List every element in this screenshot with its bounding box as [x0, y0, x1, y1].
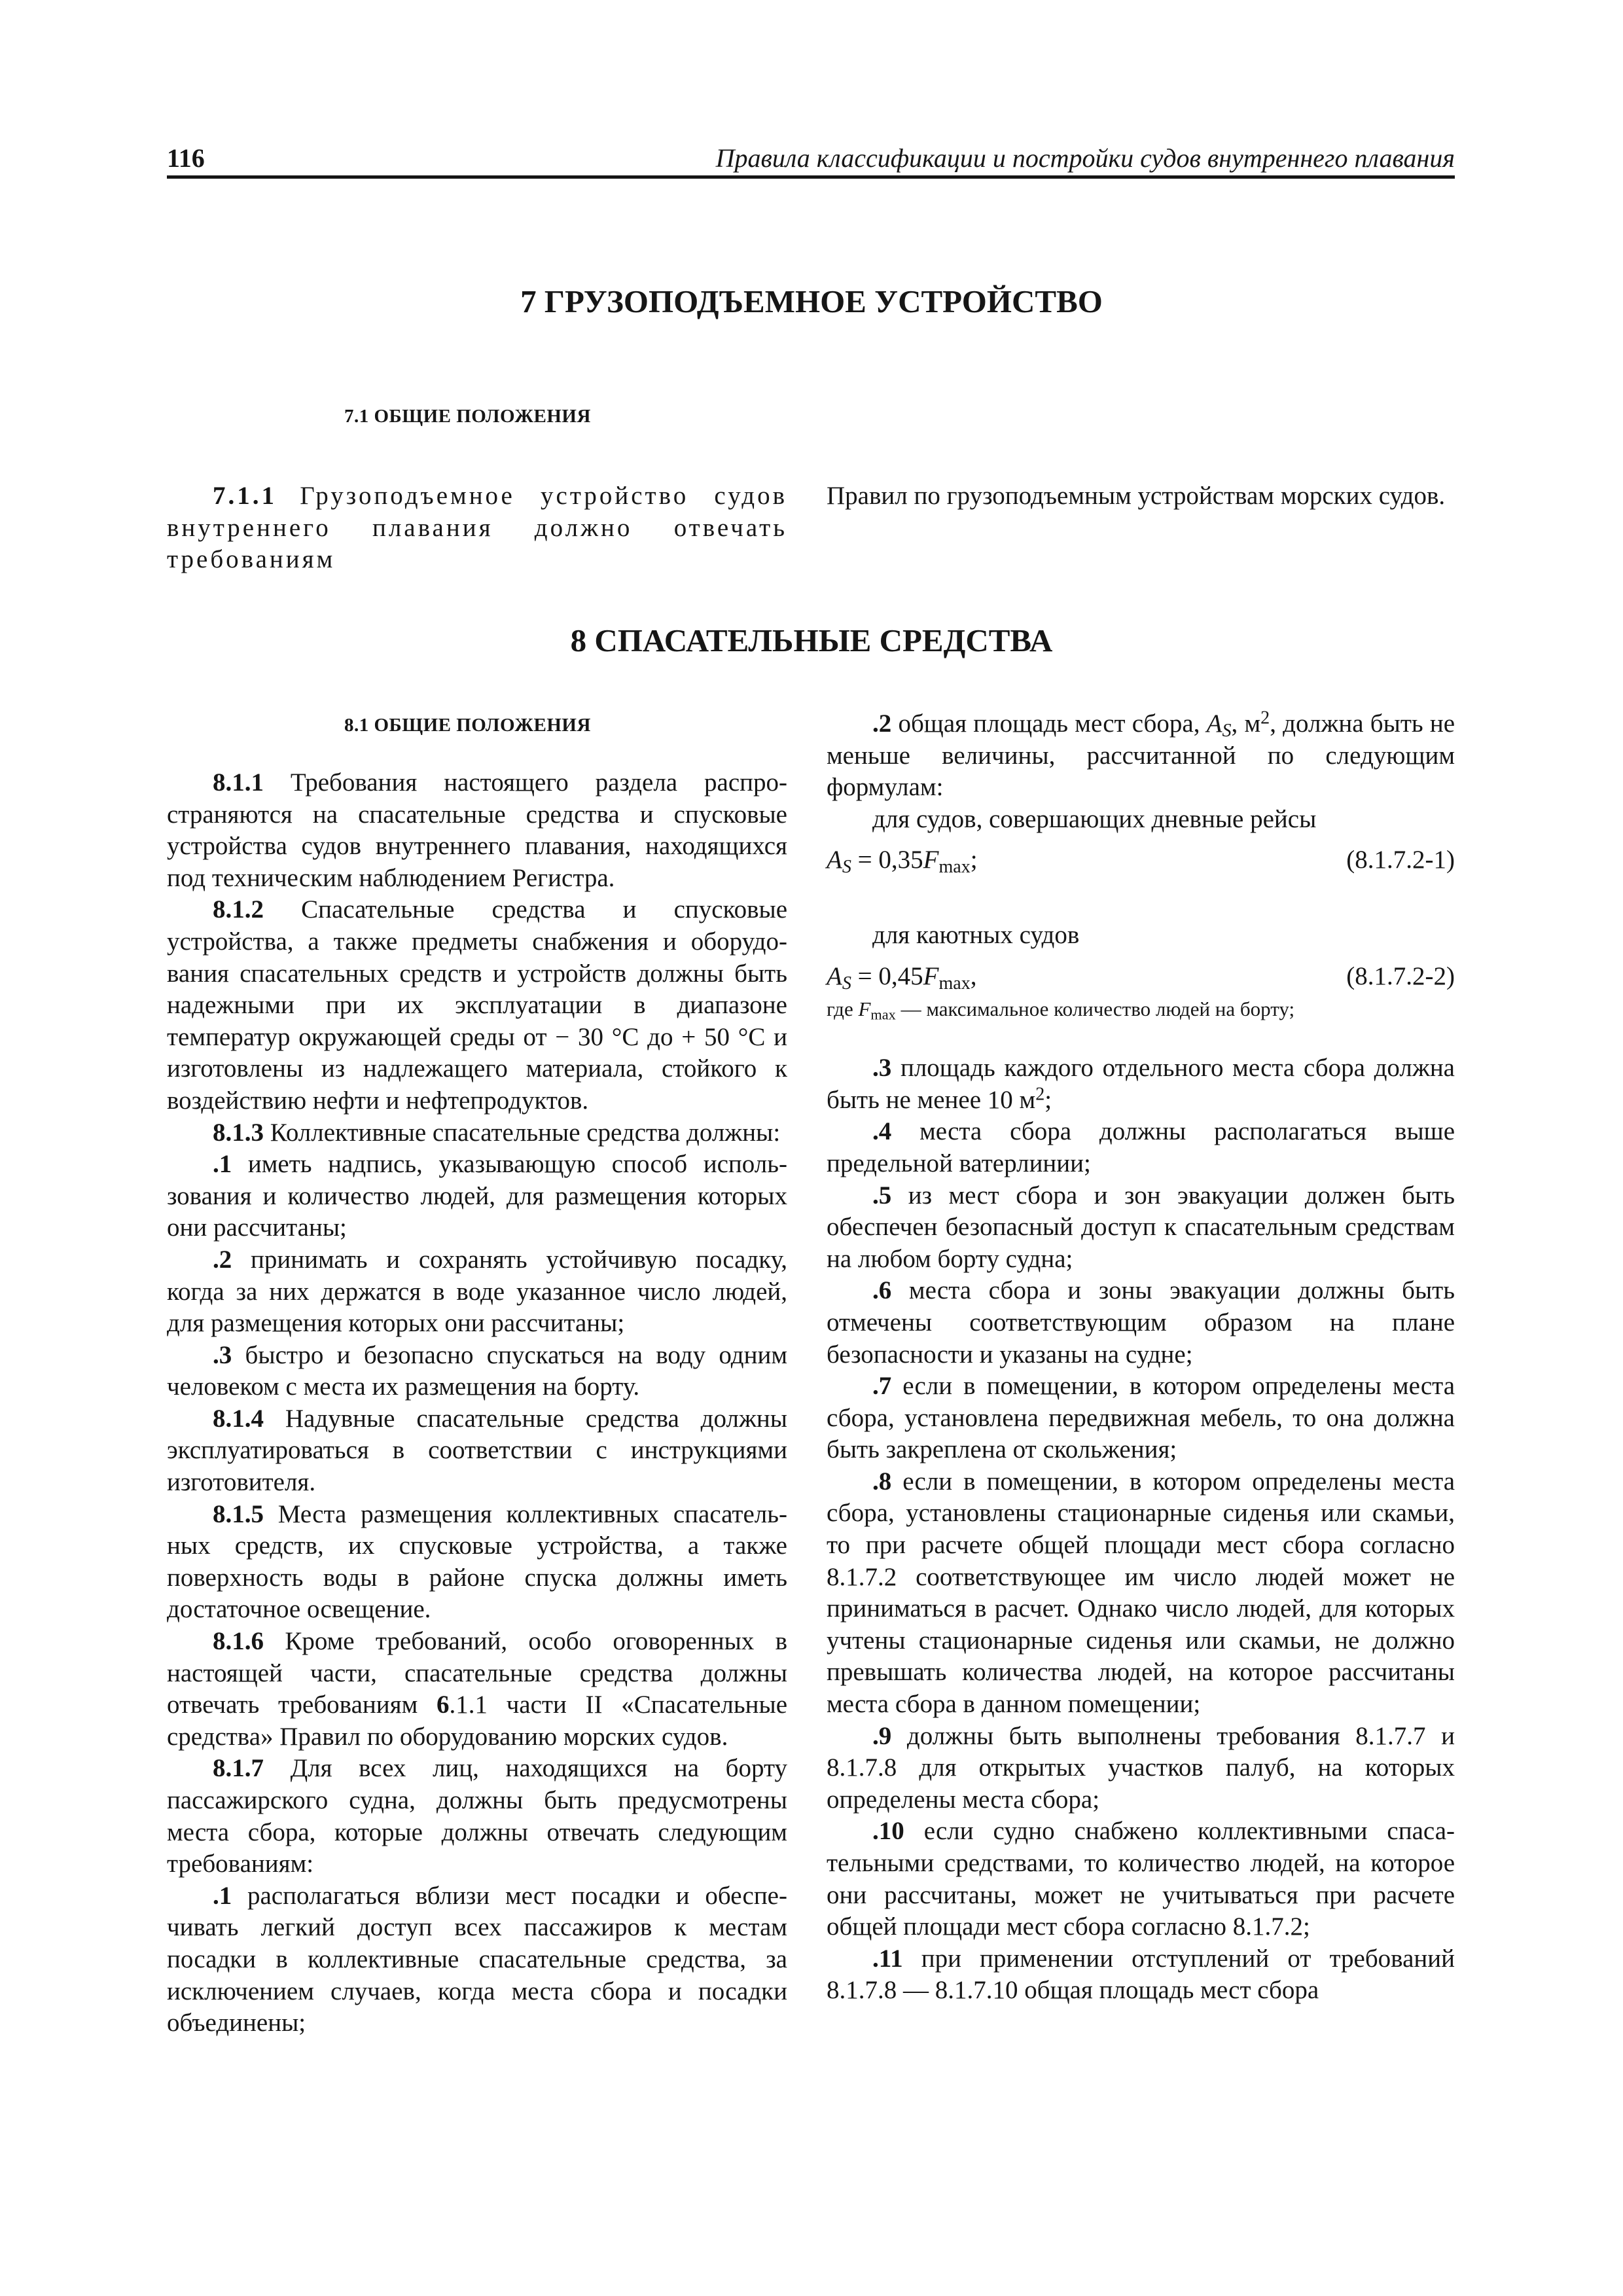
formula-8-1-7-2-2: $A_S = 0,45F_{max}$, (8.1.7.2-2)	[827, 961, 1455, 994]
running-title: Правила классификации и постройки судов внутреннего плавания	[715, 143, 1455, 173]
paragraph-7-1-1: 7.1.1 Грузоподъемное устройство судов внутреннего плавания должно отвечать требованиям	[167, 482, 787, 574]
equation-number-1: (8.1.7.2-1)	[1346, 846, 1455, 874]
right-column	[827, 708, 1455, 2007]
section-7-1-title: 7.1 ОБЩИЕ ПОЛОЖЕНИЯ	[344, 406, 591, 427]
item-8-1-7-11: .11 при применении отступлений от требований 8.1.7.8 — 8.1.7.10 общая площадь мест сбора	[827, 1944, 1455, 2005]
cabin-vessels-label: для каютных судов	[872, 920, 1080, 949]
section-8-1-title: 8.1 ОБЩИЕ ПОЛОЖЕНИЯ	[344, 715, 591, 736]
header-rule	[167, 175, 1455, 179]
equation-number-2: (8.1.7.2-2)	[1346, 961, 1455, 990]
item-8-1-7-2: .2 общая площадь мест сбора, $A_S$, $м^2$, должна быть не меньше величины, рассчитанной по следующим формулам:	[827, 708, 1455, 802]
chapter-8-title: 8 СПАСАТЕЛЬНЫЕ СРЕДСТВА	[570, 622, 1053, 658]
item-8-1-7-3: .3 площадь каждого отдельного места сбора должна быть не менее 10 $м^2$;	[827, 1054, 1455, 1114]
item-8-1-7-4: .4 места сбора должны располагаться выше предельной ватерлинии;	[827, 1117, 1455, 1177]
paragraph-8-1-1: 8.1.1 Требования настоящего раздела распространяются на спасательные средства и спусковые устройства судов внутреннего плавания, находящихся под техническим наблюдением Регистра.	[167, 768, 788, 892]
page-number: 116	[167, 143, 205, 173]
paragraph-8-1-7: 8.1.7 Для всех лиц, находящихся на борту пассажирского судна, должны быть предусмотрены места сбора, которые должны отвечать следующим требованиям:	[167, 1754, 787, 1878]
paragraph-8-1-6: 8.1.6 Кроме требований, особо оговоренных в настоящей части, спасательные средства должны отвечать требованиям 6.1.1 части II «Спасательные средства» Правил по оборудованию морских судов.	[167, 1627, 788, 1751]
paragraph-7-1-1-continued: Правил по грузоподъемным устройствам морских судов.	[827, 482, 1446, 510]
item-8-1-7-5: .5 из мест сбора и зон эвакуации должен быть обеспечен безопасный доступ к спасательным средствам на любом борту судна;	[827, 1181, 1455, 1273]
item-8-1-7-1: .1 располагаться вблизи мест посадки и обеспечивать легкий доступ всех пассажиров к местам посадки в коллективные спасательные средства, за исключением случаев, когда места сбора и посадки объединены;	[167, 1881, 787, 2037]
left-column	[167, 767, 787, 2039]
formula-8-1-7-2-1: $A_S = 0,35F_{max}$; (8.1.7.2-1)	[827, 846, 1455, 878]
p711-left-column	[167, 480, 787, 576]
item-8-1-3-3: .3 быстро и безопасно спускаться на воду одним человеком с места их размещения на борту.	[167, 1340, 787, 1401]
item-8-1-7-6: .6 места сбора и зоны эвакуации должны быть отмечены соответствующим образом на плане безопасности и указаны на судне;	[827, 1276, 1455, 1369]
item-8-1-3-1: .1 иметь надпись, указывающую способ использования и количество людей, для размещения которых они рассчитаны;	[167, 1150, 788, 1242]
item-8-1-7-9: .9 должны быть выполнены требования 8.1.7.7 и 8.1.7.8 для открытых участков палуб, на которых определены места сбора;	[827, 1721, 1455, 1814]
item-8-1-3-2: .2 принимать и сохранять устойчивую посадку, когда за них держатся в воде указанное число людей, для размещения которых они рассчитаны;	[167, 1245, 788, 1338]
item-8-1-7-10: .10 если судно снабжено коллективными спасательными средствами, то количество людей, на которое они рассчитаны, может не учитываться при расчете общей площади мест сбора согласно 8.1.7.2;	[827, 1817, 1455, 1941]
p711-right-column	[827, 480, 1455, 512]
formula-legend: где $F_{max}$ — максимальное количество людей на борту;	[827, 997, 1295, 1023]
item-8-1-7-8: .8 если в помещении, в котором определены места сбора, установлены стационарные сиденья или скамьи, то при расчете общей площади мест сбора согласно 8.1.7.2 соответствующее им число людей может не приниматься в расчет. Однако число людей, для которых учтены стационарные сиденья или скамьи, не должно превышать количества людей, на которое рассчитаны места сбора в данном помещении;	[827, 1467, 1455, 1719]
paragraph-8-1-2: 8.1.2 Спасательные средства и спусковые устройства, а также предметы снабжения и оборудования спасательных средств и устройств должны быть надежными при их эксплуатации в диапазоне температур окружающей среды от − 30 °С до + 50 °С и изготовлены из надлежащего материала, стойкого к воздействию нефти и нефтепродуктов.	[167, 895, 788, 1115]
day-vessels-label: для судов, совершающих дневные рейсы	[872, 804, 1317, 833]
paragraph-8-1-5: 8.1.5 Места размещения коллективных спасательных средств, их спусковые устройства, а также поверхность воды в районе спуска должны иметь достаточное освещение.	[167, 1499, 788, 1624]
item-8-1-7-7: .7 если в помещении, в котором определены места сбора, установлена передвижная мебель, то она должна быть закреплена от скольжения;	[827, 1372, 1455, 1464]
chapter-7-title: 7 ГРУЗОПОДЪЕМНОЕ УСТРОЙСТВО	[520, 283, 1103, 319]
paragraph-8-1-3: 8.1.3 Коллективные спасательные средства должны:	[213, 1118, 781, 1147]
paragraph-8-1-4: 8.1.4 Надувные спасательные средства должны эксплуатироваться в соответствии с инструкциями изготовителя.	[167, 1404, 787, 1497]
